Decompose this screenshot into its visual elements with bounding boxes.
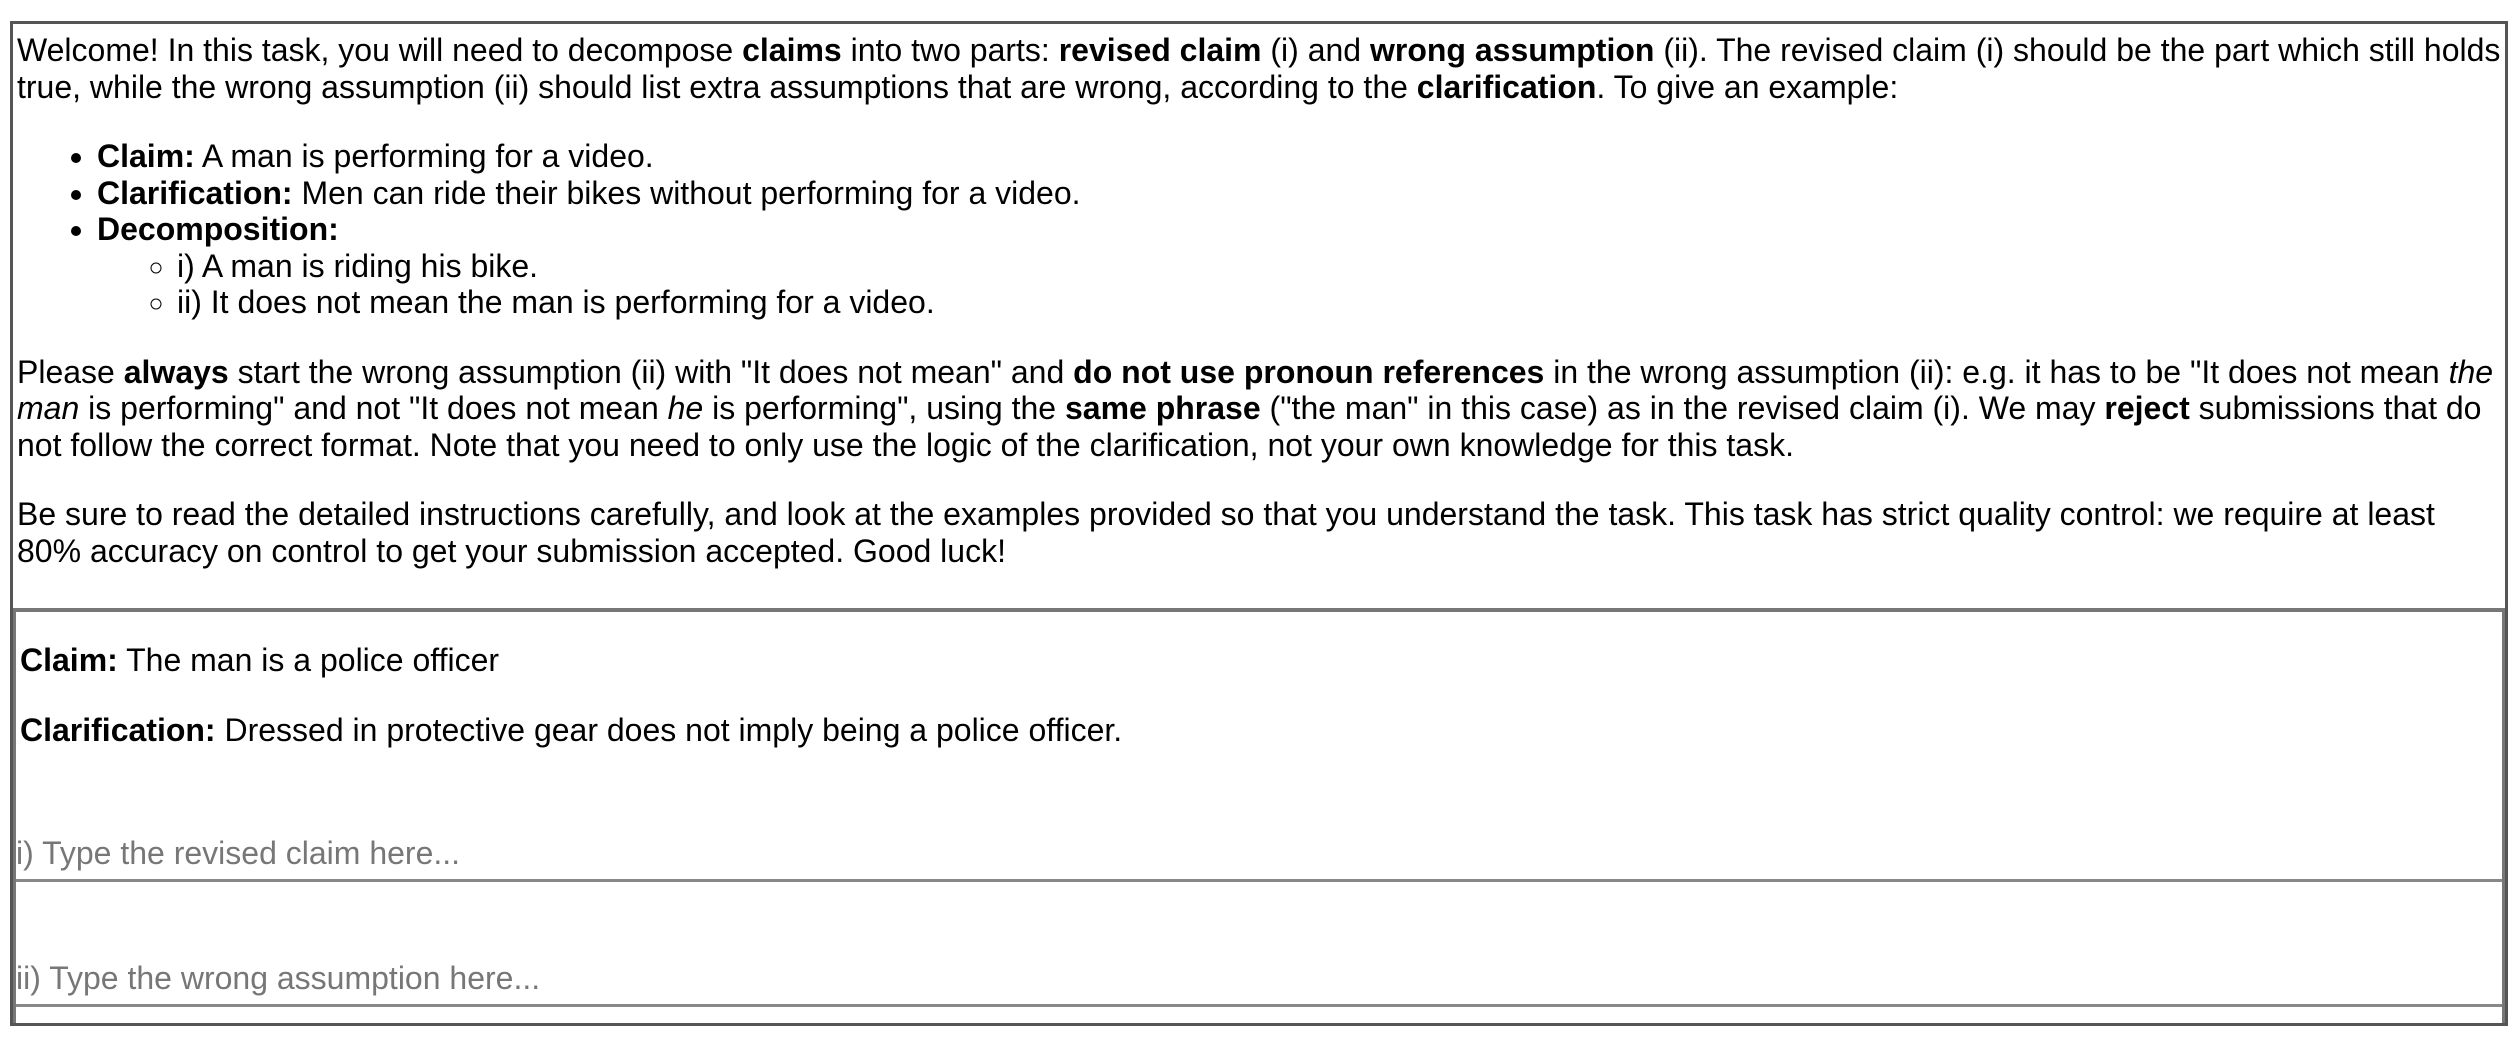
rules-text: is performing", using the <box>703 390 1065 426</box>
example-clarification-text: Men can ride their bikes without performing for a video. <box>292 174 1081 211</box>
example-claim-text: A man is performing for a video. <box>194 138 654 174</box>
task-claim-label: Claim: <box>20 642 118 678</box>
revised-claim-input[interactable] <box>16 832 2502 882</box>
intro-bold: claims <box>742 32 842 68</box>
intro-text: . To give an example: <box>1596 68 1899 105</box>
example-list <box>17 138 2501 321</box>
task-info <box>16 612 2502 748</box>
rules-paragraph <box>17 354 2501 464</box>
intro-text: (i) and <box>1261 32 1370 68</box>
task-claim-text: The man is a police officer <box>117 642 500 678</box>
task-panel <box>13 608 2505 1023</box>
intro-text: into two parts: <box>841 32 1059 68</box>
rules-bold: same phrase <box>1064 390 1261 426</box>
rules-italic: the man <box>17 353 2494 426</box>
rules-text: start the wrong assumption (ii) with "It does not mean" and <box>228 353 1074 390</box>
example-claim <box>97 138 2501 175</box>
rules-text: in the wrong assumption (ii): e.g. it has to be "It does not mean <box>1544 353 2449 390</box>
task-form <box>10 21 2508 1026</box>
rules-bold: always <box>123 353 229 390</box>
rules-text: ("the man" in this case) as in the revised claim (i). We may <box>1260 390 2105 426</box>
task-clarification <box>20 712 2502 749</box>
example-clarification <box>97 175 2501 212</box>
decomposition-list <box>97 248 2501 321</box>
rules-text: submissions that do not follow the correct format. Note that you need to only use the logic of the clarification, not your own knowledge for this task. <box>17 390 2482 463</box>
intro-bold: revised claim <box>1058 32 1262 68</box>
rules-italic: he <box>667 390 704 426</box>
instructions-panel <box>13 24 2505 569</box>
intro-bold: clarification <box>1416 68 1597 105</box>
rules-text: is performing" and not "It does not mean <box>79 390 668 426</box>
task-clarification-text: Dressed in protective gear does not imply being a police officer. <box>215 711 1123 748</box>
intro-text: Welcome! In this task, you will need to decompose <box>17 32 743 68</box>
intro-bold: wrong assumption <box>1369 32 1655 68</box>
wrong-assumption-input[interactable] <box>16 957 2502 1007</box>
example-claim-label: Claim: <box>97 138 195 174</box>
task-clarification-label: Clarification: <box>20 711 216 748</box>
example-decomposition-label: Decomposition: <box>97 211 339 247</box>
closing-paragraph: Be sure to read the detailed instructions carefully, and look at the examples provided so that you understand the task. This task has strict quality control: we require at least 80% accuracy on control to get your submission accepted. Good luck! <box>17 496 2435 569</box>
example-decomposition <box>97 211 2501 321</box>
rules-bold: do not use pronoun references <box>1073 353 1545 390</box>
intro-text: (ii). The revised claim (i) should be the part which still holds true, while the wrong assumption (ii) should list extra assumptions that are wrong, according to the <box>17 32 2501 105</box>
rules-text: Please <box>17 353 124 390</box>
task-claim <box>20 642 2502 679</box>
rules-bold: reject <box>2104 390 2190 426</box>
decomposition-item: ◦ i) A man is riding his bike. <box>177 248 2501 285</box>
intro-paragraph <box>17 32 2501 105</box>
example-clarification-label: Clarification: <box>97 174 293 211</box>
decomposition-item: ◦ ii) It does not mean the man is performing for a video. <box>177 284 2501 321</box>
